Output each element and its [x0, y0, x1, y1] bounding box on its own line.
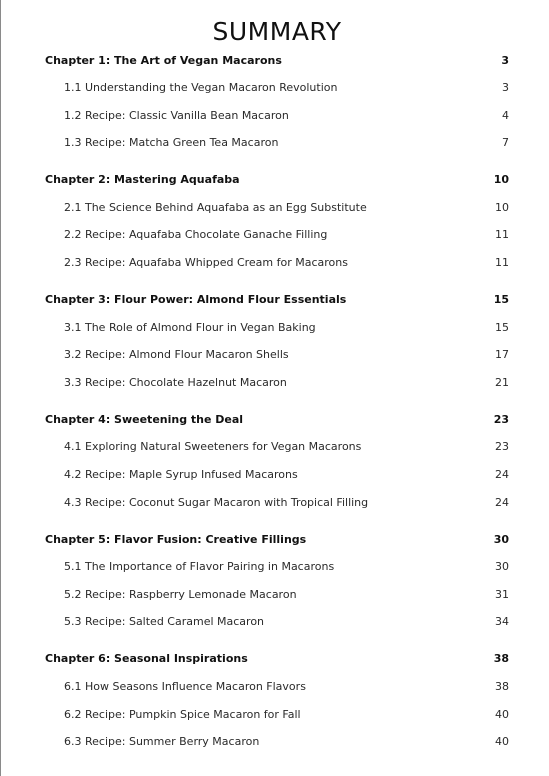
toc-entry-page-number: 38 [495, 680, 509, 693]
chapter-page-number: 15 [493, 293, 509, 307]
toc-entry-label: 3.3 Recipe: Chocolate Hazelnut Macaron [64, 375, 287, 389]
toc-entry[interactable] [45, 558, 509, 576]
toc-entry[interactable] [45, 318, 509, 336]
page-edge-line [0, 0, 1, 776]
toc-entry[interactable] [45, 226, 509, 244]
toc-entry-label: 2.1 The Science Behind Aquafaba as an Egg Substitute [64, 200, 367, 214]
toc-entry-page-number: 7 [502, 136, 509, 150]
chapter-heading[interactable] [45, 410, 509, 428]
toc-entry-page-number: 40 [495, 735, 509, 749]
chapter-2 [45, 171, 509, 272]
chapter-label: Chapter 5: Flavor Fusion: Creative Fillings [45, 532, 307, 546]
chapter-page-number: 23 [493, 412, 509, 426]
toc-entry-page-number: 3 [502, 81, 509, 95]
chapter-label: Chapter 3: Flour Power: Almond Flour Essentials [45, 293, 347, 307]
toc-entry[interactable] [45, 585, 509, 603]
toc-entry-page-number: 21 [495, 375, 509, 389]
toc-entry-page-number: 23 [495, 440, 509, 454]
toc-entry-label: 1.3 Recipe: Matcha Green Tea Macaron [64, 136, 279, 150]
chapter-6 [45, 650, 509, 751]
toc-entry-label: 6.2 Recipe: Pumpkin Spice Macaron for Fall [64, 707, 301, 721]
toc-entry-label: 5.2 Recipe: Raspberry Lemonade Macaron [64, 587, 297, 601]
toc-entry[interactable] [45, 106, 509, 124]
chapter-label: Chapter 1: The Art of Vegan Macarons [45, 53, 282, 67]
toc-entry[interactable] [45, 678, 509, 696]
toc-entry-label: 4.3 Recipe: Coconut Sugar Macaron with Tropical Filling [64, 495, 369, 509]
toc-entry-label: 1.1 Understanding the Vegan Macaron Revolution [64, 81, 338, 95]
toc-entry-page-number: 17 [495, 348, 509, 362]
chapter-5 [45, 530, 509, 631]
summary-page [45, 0, 509, 751]
toc-entry-label: 2.2 Recipe: Aquafaba Chocolate Ganache Filling [64, 228, 328, 242]
chapter-label: Chapter 4: Sweetening the Deal [45, 412, 244, 426]
toc-entry-page-number: 24 [495, 468, 509, 482]
toc-entry[interactable] [45, 613, 509, 631]
chapter-page-number: 38 [493, 652, 509, 666]
chapter-3 [45, 291, 509, 392]
toc-entry[interactable] [45, 79, 509, 97]
toc-entry-label: 4.1 Exploring Natural Sweeteners for Vegan Macarons [64, 440, 362, 454]
chapter-heading[interactable] [45, 51, 509, 69]
toc-entry-label: 6.3 Recipe: Summer Berry Macaron [64, 735, 260, 749]
toc-entry[interactable] [45, 198, 509, 216]
toc-entry-page-number: 31 [495, 587, 509, 601]
page-title: SUMMARY [212, 17, 342, 46]
toc-entry-page-number: 11 [495, 228, 509, 242]
chapter-1 [45, 51, 509, 152]
chapter-4 [45, 410, 509, 511]
toc-entry-label: 4.2 Recipe: Maple Syrup Infused Macarons [64, 468, 298, 482]
toc-entry-page-number: 40 [495, 707, 509, 721]
chapter-page-number: 3 [501, 53, 509, 67]
toc-entry-label: 6.1 How Seasons Influence Macaron Flavors [64, 680, 306, 693]
toc-entry[interactable] [45, 254, 509, 272]
toc-entry[interactable] [45, 373, 509, 391]
toc-entry-page-number: 30 [495, 560, 509, 574]
chapter-label: Chapter 2: Mastering Aquafaba [45, 173, 240, 187]
chapter-page-number: 10 [493, 173, 509, 187]
toc-entry-page-number: 24 [495, 495, 509, 509]
chapter-heading[interactable] [45, 650, 509, 668]
chapter-label: Chapter 6: Seasonal Inspirations [45, 652, 248, 666]
toc-entry-page-number: 11 [495, 256, 509, 270]
toc-entry[interactable] [45, 733, 509, 751]
toc-entry-page-number: 34 [495, 615, 509, 629]
toc-entry[interactable] [45, 493, 509, 511]
toc-entry[interactable] [45, 346, 509, 364]
chapter-heading[interactable] [45, 530, 509, 548]
toc-entry-label: 3.2 Recipe: Almond Flour Macaron Shells [64, 348, 289, 362]
chapter-heading[interactable] [45, 171, 509, 189]
toc-entry-label: 5.3 Recipe: Salted Caramel Macaron [64, 615, 265, 629]
toc-entry-label: 5.1 The Importance of Flavor Pairing in Macarons [64, 560, 335, 574]
toc-entry[interactable] [45, 466, 509, 484]
toc-entry-page-number: 15 [495, 320, 509, 334]
chapter-heading[interactable] [45, 291, 509, 309]
toc-entry-label: 3.1 The Role of Almond Flour in Vegan Baking [64, 320, 316, 334]
toc-entry[interactable] [45, 438, 509, 456]
chapter-page-number: 30 [493, 532, 509, 546]
toc-entry[interactable] [45, 705, 509, 723]
toc-entry-page-number: 10 [495, 200, 509, 214]
toc-entry-page-number: 4 [502, 108, 509, 122]
toc-entry[interactable] [45, 134, 509, 152]
toc-entry-label: 2.3 Recipe: Aquafaba Whipped Cream for Macarons [64, 256, 348, 270]
toc-entry-label: 1.2 Recipe: Classic Vanilla Bean Macaron [64, 108, 289, 122]
